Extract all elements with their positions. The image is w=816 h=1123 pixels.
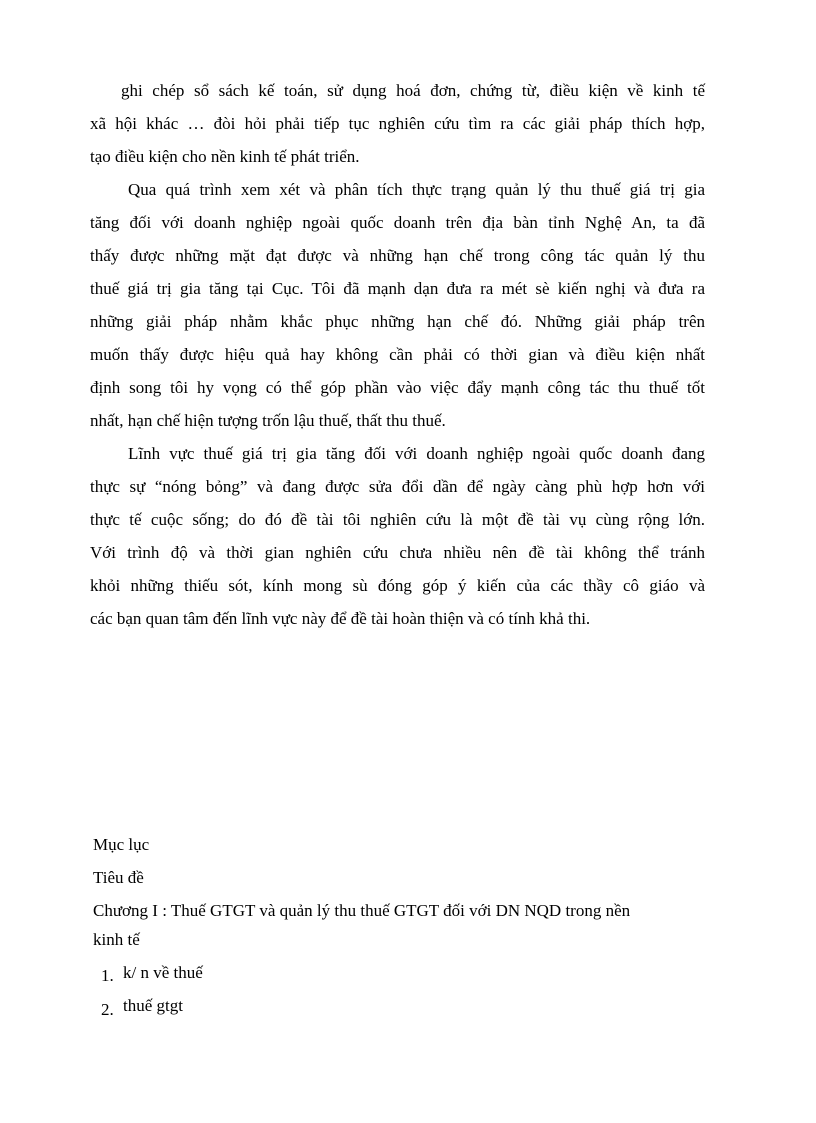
paragraph-line: các bạn quan tâm đến lĩnh vực này để đề tài hoàn thiện và có tính khả thi. — [90, 609, 591, 628]
paragraph-line: thấy được những mặt đạt được và những hạn chế trong công tác quản lý thu — [90, 246, 705, 265]
toc-chapter-title-cont: kinh tế — [93, 930, 140, 949]
toc-subheading: Tiêu đề — [93, 868, 144, 887]
paragraph-line: thực sự “nóng bỏng” và đang được sửa đổi dần để ngày càng phù hợp hơn với — [90, 477, 705, 496]
paragraph-line: tăng đối với doanh nghiệp ngoài quốc doanh trên địa bàn tỉnh Nghệ An, ta đã — [90, 213, 705, 232]
toc-chapter-title: Chương I : Thuế GTGT và quản lý thu thuế GTGT đối với DN NQD trong nền — [93, 901, 631, 920]
paragraph-line: muốn thấy được hiệu quả hay không cần phải có thời gian và điều kiện nhất — [90, 345, 705, 364]
paragraph-line: xã hội khác … đòi hỏi phải tiếp tục nghiên cứu tìm ra các giải pháp thích hợp, — [90, 114, 705, 133]
paragraph-line: Lĩnh vực thuế giá trị gia tăng đối với doanh nghiệp ngoài quốc doanh đang — [128, 444, 705, 463]
toc-heading: Mục lục — [93, 835, 150, 854]
paragraph-line: khỏi những thiếu sót, kính mong sù đóng góp ý kiến của các thầy cô giáo và — [90, 576, 705, 595]
paragraph-line: ghi chép sổ sách kế toán, sử dụng hoá đơn, chứng từ, điều kiện về kinh tế — [121, 81, 705, 100]
paragraph-line: những giải pháp nhằm khắc phục những hạn chế đó. Những giải pháp trên — [90, 312, 705, 331]
paragraph-line: Qua quá trình xem xét và phân tích thực trạng quản lý thu thuế giá trị gia — [128, 180, 705, 199]
paragraph-line: tạo điều kiện cho nền kinh tế phát triển. — [90, 147, 360, 166]
list-item-number: 2. — [101, 1000, 114, 1019]
paragraph-line: thực tế cuộc sống; do đó đề tài tôi nghiên cứu là một đề tài vụ cùng rộng lớn. — [90, 510, 705, 529]
paragraph-line: thuế giá trị gia tăng tại Cục. Tôi đã mạnh dạn đưa ra mét sè kiến nghị và đưa ra — [90, 279, 705, 298]
paragraph-line: nhất, hạn chế hiện tượng trốn lậu thuế, thất thu thuế. — [90, 411, 446, 430]
list-item-text: k/ n về thuế — [123, 963, 203, 982]
paragraph-line: Với trình độ và thời gian nghiên cứu chưa nhiều nên đề tài không thể tránh — [90, 543, 705, 562]
list-item-number: 1. — [101, 966, 114, 985]
paragraph-line: định song tôi hy vọng có thể góp phần vào việc đẩy mạnh công tác thu thuế tốt — [90, 378, 705, 397]
list-item-text: thuế gtgt — [123, 996, 183, 1015]
